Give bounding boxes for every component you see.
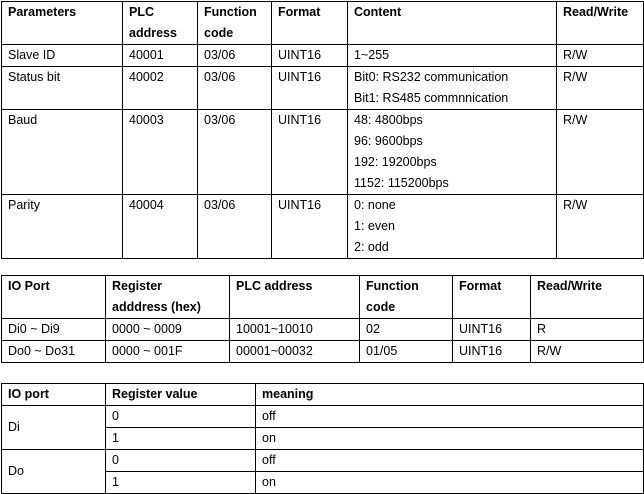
header-cell-line: Function	[204, 5, 257, 19]
table-cell: 03/06	[198, 110, 272, 195]
table-cell: 00001~00032	[230, 341, 360, 363]
header-cell-line: code	[366, 300, 396, 314]
header-cell-line: code	[204, 26, 234, 40]
header-cell-line: Parameters	[8, 5, 77, 19]
table-cell: Do0 ~ Do31	[2, 341, 106, 363]
table-header-row	[2, 2, 644, 45]
table-cell-line: 1152: 115200bps	[354, 176, 449, 190]
table-cell: 02	[360, 319, 453, 341]
header-cell	[557, 2, 644, 45]
table-cell-line: 48: 4800bps	[354, 113, 423, 127]
table-cell-line: 2: odd	[354, 240, 389, 254]
header-cell-line: address	[129, 26, 177, 40]
header-cell	[2, 276, 106, 319]
table-cell: 0	[106, 406, 256, 428]
table-cell: R	[531, 319, 644, 341]
table-cell: 10001~10010	[230, 319, 360, 341]
header-cell	[230, 276, 360, 319]
io-port-table	[1, 275, 644, 363]
table-header-row	[2, 384, 644, 406]
table-row	[2, 110, 644, 195]
parameters-table	[1, 1, 644, 259]
header-cell: IO port	[2, 384, 106, 406]
header-cell	[2, 2, 123, 45]
table-cell: 01/05	[360, 341, 453, 363]
header-cell-line: Format	[459, 279, 502, 293]
table-cell: Status bit	[2, 67, 123, 110]
table-cell	[348, 45, 557, 67]
table-cell: 40002	[123, 67, 198, 110]
header-cell	[348, 2, 557, 45]
table-header-row	[2, 276, 644, 319]
header-cell	[360, 276, 453, 319]
table-cell: 03/06	[198, 67, 272, 110]
header-cell-line: Content	[354, 5, 402, 19]
header-cell	[531, 276, 644, 319]
io-port-cell: Di	[2, 406, 106, 450]
table-cell: R/W	[531, 341, 644, 363]
table-cell: 1	[106, 428, 256, 450]
table-cell-line: 1: even	[354, 219, 396, 233]
table-cell: 40004	[123, 195, 198, 259]
io-register-value-table	[1, 383, 644, 494]
table-cell: UINT16	[272, 195, 348, 259]
header-cell	[272, 2, 348, 45]
header-cell-line: Register	[112, 279, 163, 293]
table-cell: 03/06	[198, 45, 272, 67]
table-row	[2, 67, 644, 110]
table-cell: 0	[106, 450, 256, 472]
table-cell-line: Bit1: RS485 commnnication	[354, 91, 509, 105]
table-cell: off	[256, 450, 644, 472]
table-cell	[348, 67, 557, 110]
table-cell	[348, 110, 557, 195]
table-cell-line: 96: 9600bps	[354, 134, 423, 148]
table-cell: 40001	[123, 45, 198, 67]
table-cell-line: 0: none	[354, 198, 396, 212]
table-cell: 40003	[123, 110, 198, 195]
table-cell	[348, 195, 557, 259]
table-cell-line: 1~255	[354, 48, 390, 62]
table-cell: R/W	[557, 67, 644, 110]
header-cell: meaning	[256, 384, 644, 406]
header-cell-line: Function	[366, 279, 419, 293]
table-cell: on	[256, 428, 644, 450]
table-cell: 03/06	[198, 195, 272, 259]
table-cell: UINT16	[453, 341, 531, 363]
table-cell: 0000 ~ 0009	[106, 319, 230, 341]
table-cell: R/W	[557, 195, 644, 259]
header-cell-line: PLC address	[236, 279, 313, 293]
header-cell: Register value	[106, 384, 256, 406]
table-cell: 0000 ~ 001F	[106, 341, 230, 363]
table-cell-line: Bit0: RS232 communication	[354, 70, 509, 84]
table-cell-line: 192: 19200bps	[354, 155, 437, 169]
header-cell-line: IO Port	[8, 279, 50, 293]
table-row	[2, 195, 644, 259]
table-cell: UINT16	[272, 45, 348, 67]
table-cell: UINT16	[272, 67, 348, 110]
table-cell: Baud	[2, 110, 123, 195]
table-cell: Slave ID	[2, 45, 123, 67]
table-cell: 1	[106, 472, 256, 494]
header-cell	[123, 2, 198, 45]
header-cell	[106, 276, 230, 319]
table-cell: UINT16	[272, 110, 348, 195]
header-cell-line: Format	[278, 5, 321, 19]
header-cell-line: Read/Write	[537, 279, 603, 293]
header-cell	[453, 276, 531, 319]
io-port-cell: Do	[2, 450, 106, 494]
table-row	[2, 45, 644, 67]
table-row	[2, 406, 644, 428]
table-cell: off	[256, 406, 644, 428]
header-cell-line: PLC	[129, 5, 154, 19]
header-cell-line: Read/Write	[563, 5, 629, 19]
table-cell: on	[256, 472, 644, 494]
table-cell: UINT16	[453, 319, 531, 341]
header-cell-line: adddress (hex)	[112, 300, 201, 314]
table-cell: R/W	[557, 45, 644, 67]
table-cell: Di0 ~ Di9	[2, 319, 106, 341]
table-row	[2, 319, 644, 341]
table-row	[2, 450, 644, 472]
table-row	[2, 341, 644, 363]
table-cell: Parity	[2, 195, 123, 259]
header-cell	[198, 2, 272, 45]
table-cell: R/W	[557, 110, 644, 195]
